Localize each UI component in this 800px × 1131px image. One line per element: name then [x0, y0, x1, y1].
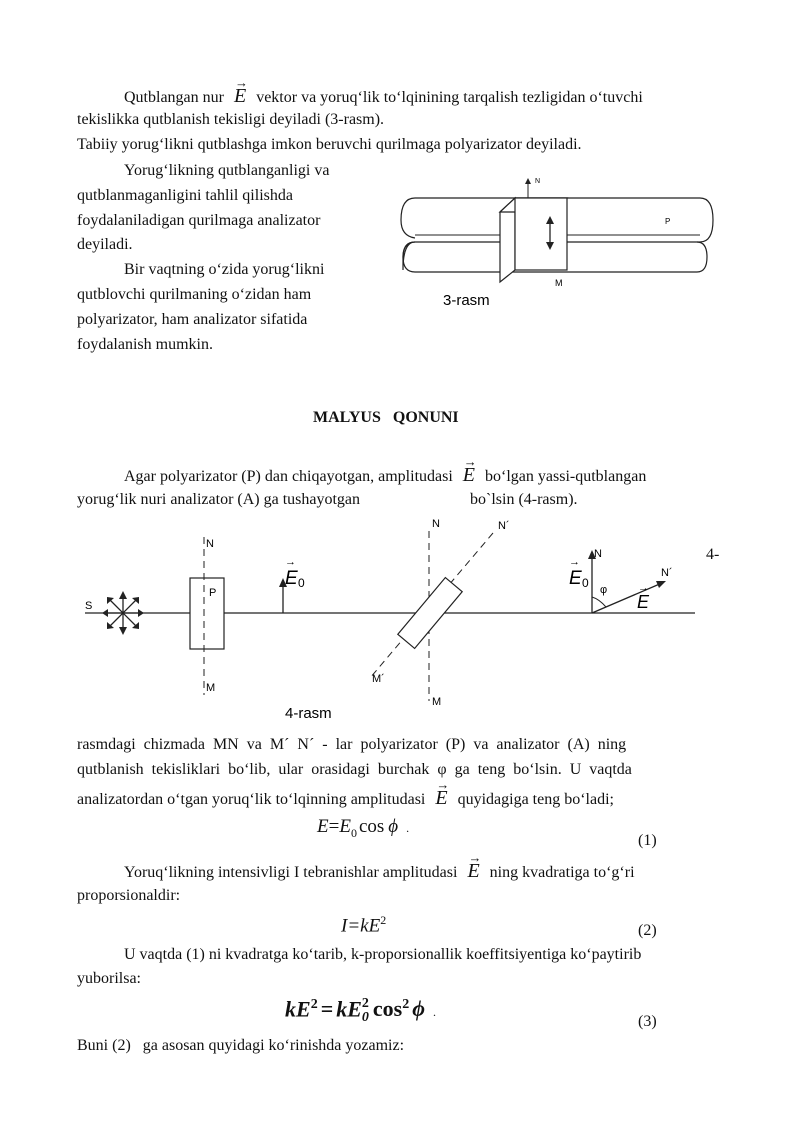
fig4-label-n1: N	[206, 538, 214, 550]
fig4-label-e03: E	[569, 568, 582, 589]
figure-4	[80, 515, 730, 725]
fig4-label-p: P	[209, 587, 217, 599]
para8-line1: Buni (2) ga asosan quyidagi ko‘rinishda yozamiz:	[77, 1037, 405, 1054]
equation-2-number: (2)	[638, 922, 657, 939]
eq3-sup1: 2	[310, 997, 318, 1012]
fig4-e-arrowbar: →	[638, 582, 649, 594]
equation-1-number: (1)	[638, 832, 657, 849]
eq1-cos: cos	[358, 816, 385, 837]
equation-3-number: (3)	[638, 1013, 657, 1030]
fig4-label-s: S	[85, 600, 93, 612]
fig4-polarizer	[190, 578, 224, 649]
eq3-sup2: 2	[361, 996, 369, 1012]
eq3-sub: 0	[361, 1010, 369, 1026]
figure-3	[395, 170, 725, 320]
fig4-label-e03-sub: 0	[582, 576, 589, 590]
eq3-lhs: kE	[285, 996, 311, 1022]
fig4-label-m-prime: M´	[372, 673, 385, 685]
eq3-sup3: 2	[402, 997, 410, 1012]
fig3-label-n: N	[535, 178, 541, 185]
eq3-cos: cos	[372, 996, 403, 1022]
fig4-side-number: 4-	[706, 546, 720, 563]
fig3-label-m: M	[555, 278, 563, 288]
equation-1	[317, 815, 409, 845]
fig4-caption: 4-rasm	[285, 705, 332, 722]
vector-e: → E	[234, 84, 246, 108]
eq1-equals: =	[328, 816, 340, 837]
eq3-equals: =	[320, 996, 334, 1022]
eq3-dot: .	[432, 1005, 436, 1020]
fig3-plate-front	[515, 198, 567, 270]
para4-text-a: Agar polyarizator (P) dan chiqayotgan, amplitudasi	[124, 468, 453, 485]
fig4-label-m1: M	[206, 682, 216, 694]
eq1-sub: 0	[350, 825, 357, 840]
eq1-e0: E	[339, 816, 351, 837]
para6-line2: proporsionaldir:	[77, 887, 181, 904]
fig4-label-phi: φ	[600, 584, 608, 596]
vector-e: → E	[463, 463, 475, 487]
fig4-e0-arrowbar: →	[285, 556, 296, 568]
para5-text-b: quyidagiga teng bo‘ladi;	[457, 791, 614, 808]
fig4-label-e: E	[637, 592, 650, 612]
para1-line1	[124, 84, 643, 110]
fig4-angle-arc	[592, 597, 606, 607]
fig4-label-e0-sub: 0	[298, 576, 305, 590]
eq1-dot: .	[406, 821, 410, 835]
para6-line1	[124, 859, 635, 885]
para3-line3: polyarizator, ham analizator sifatida	[77, 311, 308, 328]
fig4-label-n-prime: N´	[498, 520, 510, 532]
para3-line2: qutblovchi qurilmaning o‘zidan ham	[77, 286, 312, 303]
fig3-n-arrowhead	[525, 178, 531, 184]
para7-line1: U vaqtda (1) ni kvadratga ko‘tarib, k-proporsionallik koeffitsiyentiga ko‘paytirib	[124, 946, 642, 963]
para5-text-a: analizatordan o‘tgan yoruq‘lik to‘lqinning amplitudasi	[77, 791, 426, 808]
eq1-phi: ϕ	[388, 816, 399, 837]
vector-e: → E	[467, 859, 479, 883]
fig4-e03-arrowbar: →	[569, 556, 580, 568]
fig4-label-e0: E	[285, 568, 298, 589]
para4-line2a: yorug‘lik nuri analizator (A) ga tushayotgan	[77, 491, 361, 508]
para5-line1: rasmdagi chizmada MN va M´ N´ - lar polyarizator (P) va analizator (A) ning	[77, 736, 627, 753]
fig4-label-n2: N	[432, 518, 440, 530]
equation-2	[341, 908, 386, 938]
para3-line1: Bir vaqtning o‘zida yorug‘likni	[124, 261, 325, 278]
para2-line2: qutblanmaganligini tahlil qilishda	[77, 187, 293, 204]
equation-3	[285, 993, 436, 1025]
para6-text-b: ning kvadratiga to‘g‘ri	[489, 864, 635, 881]
fig3-caption: 3-rasm	[443, 292, 490, 309]
para6-text-a: Yoruq‘likning intensivligi I tebranishlar amplitudasi	[124, 864, 458, 881]
para1-text-b: vektor va yoruq‘lik to‘lqinining tarqalish tezligidan o‘tuvchi	[256, 89, 643, 106]
eq2-sup: 2	[380, 913, 387, 927]
para1-line3: Tabiiy yorug‘likni qutblashga imkon beruvchi qurilmaga polyarizator deyiladi.	[77, 136, 582, 153]
eq2-text: I=kE	[341, 915, 381, 937]
fig4-label-m2: M	[432, 696, 442, 708]
section-heading: MALYUS QONUNI	[313, 409, 459, 426]
para1-line2: tekislikka qutblanish tekisligi deyiladi (3-rasm).	[77, 111, 385, 128]
fig3-label-p: P	[665, 217, 671, 226]
para4-text-b: bo‘lgan yassi-qutblangan	[485, 468, 647, 485]
para7-line2: yuborilsa:	[77, 970, 141, 987]
para2-line4: deyiladi.	[77, 236, 133, 253]
fig3-tube-top	[401, 198, 415, 238]
para3-line4: foydalanish mumkin.	[77, 336, 213, 353]
para4-line2b: bo`lsin (4-rasm).	[470, 491, 578, 508]
para2-line1: Yorug‘likning qutblanganligi va	[124, 162, 330, 179]
fig4-e-arrowhead	[656, 581, 666, 588]
para5-line3	[77, 786, 614, 812]
vector-e: → E	[435, 786, 447, 810]
fig4-label-n3: N	[594, 548, 602, 560]
para1-text-a: Qutblangan nur	[124, 89, 224, 106]
para5-line2: qutblanish tekisliklari bo‘lib, ular orasidagi burchak φ ga teng bo‘lsin. U vaqtda	[77, 761, 632, 778]
eq3-supsub	[362, 997, 369, 1025]
para2-line3: foydalaniladigan qurilmaga analizator	[77, 212, 321, 229]
eq1-lhs: E	[317, 816, 329, 837]
eq3-phi: ϕ	[412, 996, 425, 1022]
fig3-tube-right-end	[697, 242, 707, 272]
para4-line1	[124, 463, 646, 489]
fig4-label-n-prime2: N´	[661, 567, 673, 579]
fig3-tube-left-end	[403, 242, 415, 272]
eq3-mid: kE	[336, 996, 362, 1022]
